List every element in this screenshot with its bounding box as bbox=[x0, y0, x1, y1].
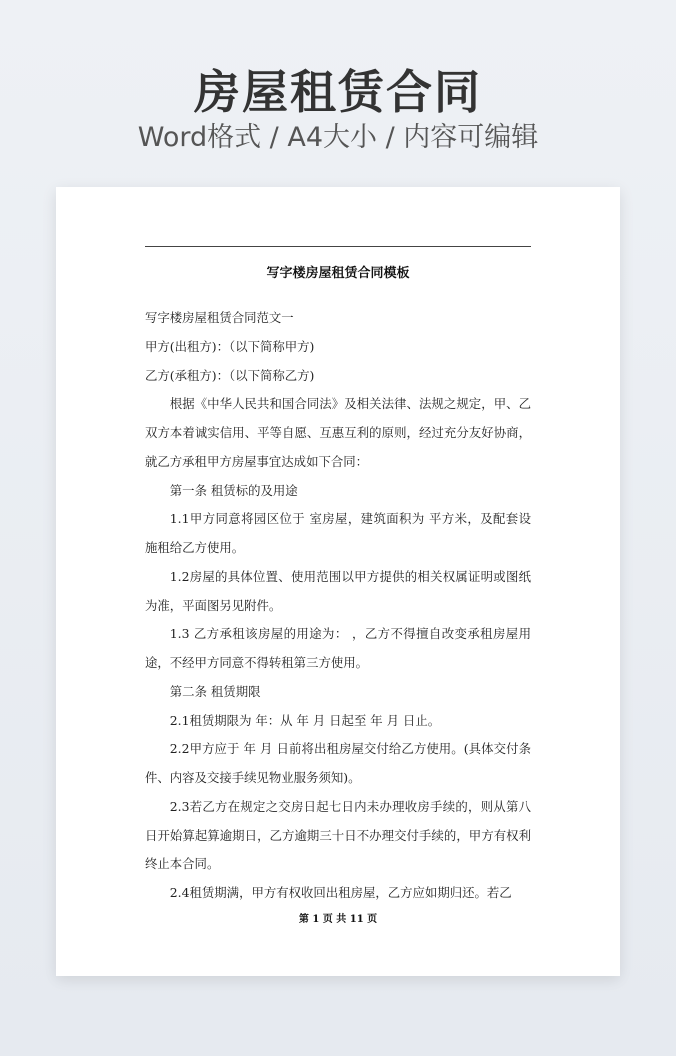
clause-2-1: 2.1租赁期限为 年：从 年 月 日起至 年 月 日止。 bbox=[169, 712, 441, 728]
paragraph-party-a: 甲方(出租方)：（以下简称甲方) bbox=[145, 338, 315, 354]
clause-1-2: 1.2房屋的具体位置、使用范围以甲方提供的相关权属证明或图纸为准，平面图另见附件。 bbox=[145, 568, 531, 613]
clause-2-4: 2.4租赁期满，甲方有权收回出租房屋，乙方应如期归还。若乙 bbox=[169, 885, 512, 900]
paragraph-party-b: 乙方(承租方)：（以下简称乙方) bbox=[145, 367, 315, 383]
document-body bbox=[145, 304, 531, 908]
section-heading-2: 第二条 租赁期限 bbox=[169, 683, 261, 699]
page-footer: 第 1 页 共 11 页 bbox=[298, 914, 378, 925]
clause-2-3: 2.3若乙方在规定之交房日起七日内未办理收房手续的，则从第八日开始算起算逾期日，乙方逾期三十日不办理交付手续的，甲方有权利终止本合同。 bbox=[145, 798, 531, 872]
clause-2-2: 2.2甲方应于 年 月 日前将出租房屋交付给乙方使用。(具体交付条件、内容及交接手续见物业服务须知)。 bbox=[145, 741, 531, 785]
section-heading-1: 第一条 租赁标的及用途 bbox=[169, 482, 298, 498]
clause-1-1: 1.1甲方同意将园区位于 室房屋，建筑面积为 平方米，及配套设施租给乙方使用。 bbox=[145, 511, 531, 555]
header-rule bbox=[145, 246, 531, 247]
banner-subtitle: Word格式 / A4大小 / 内容可编辑 bbox=[137, 122, 539, 153]
paragraph-intro: 写字楼房屋租赁合同范文一 bbox=[145, 310, 294, 325]
banner-title: 房屋租赁合同 bbox=[194, 65, 482, 119]
clause-1-3: 1.3 乙方承租该房屋的用途为： ，乙方不得擅自改变承租房屋用途，不经甲方同意不得转租第三方使用。 bbox=[145, 626, 531, 670]
paragraph-preamble: 根据《中华人民共和国合同法》及相关法律、法规之规定，甲、乙双方本着诚实信用、平等自愿、互惠互利的原则，经过充分友好协商，就乙方承租甲方房屋事宜达成如下合同： bbox=[145, 396, 531, 469]
document-title: 写字楼房屋租赁合同模板 bbox=[266, 266, 410, 281]
document-page bbox=[56, 187, 620, 976]
